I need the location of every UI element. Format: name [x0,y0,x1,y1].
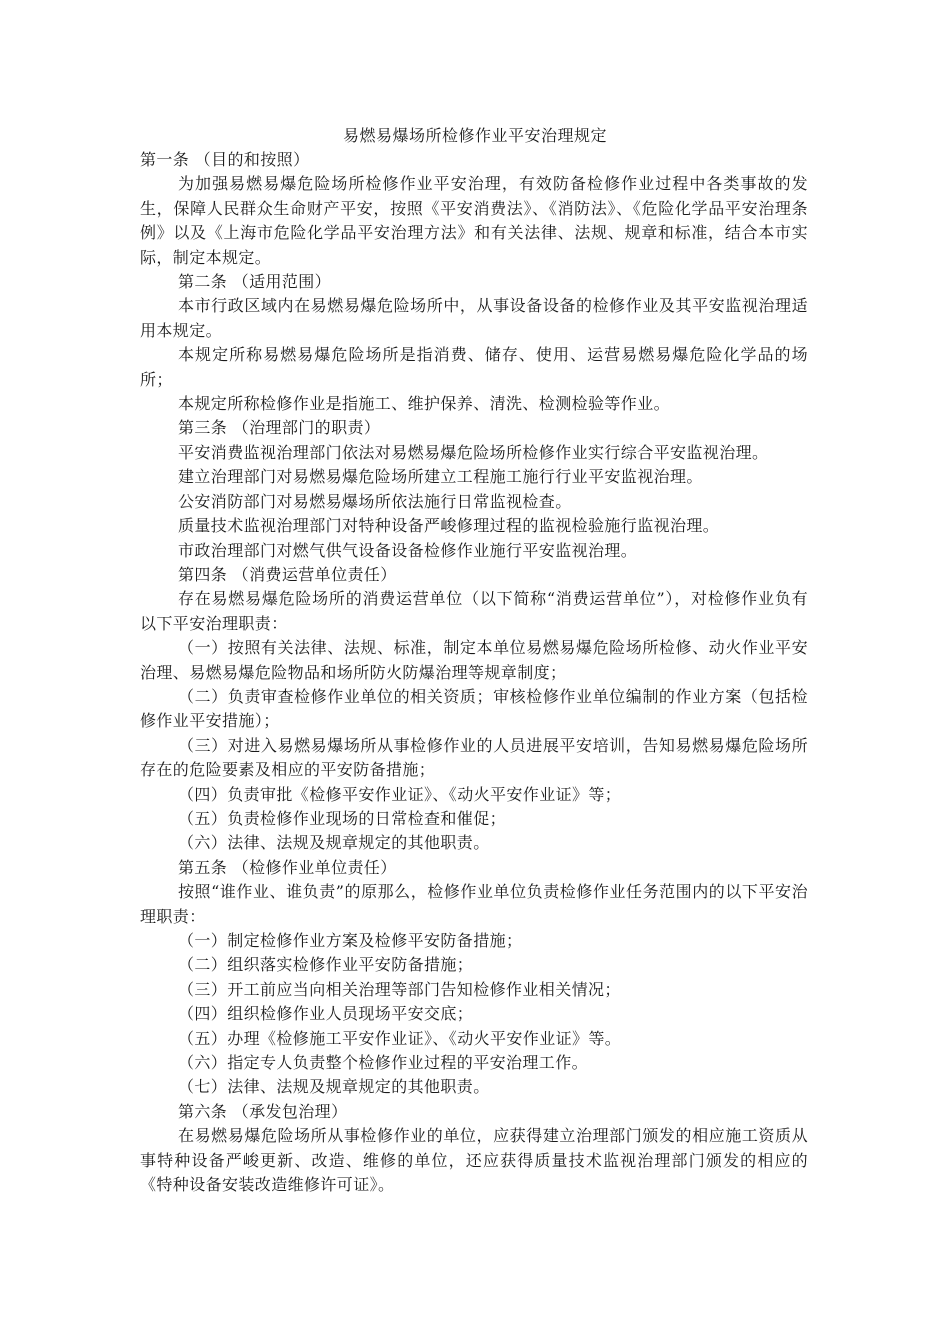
paragraph: 为加强易燃易爆危险场所检修作业平安治理，有效防备检修作业过程中各类事故的发生，保障人民群众生命财产平安，按照《平安消费法》、《消防法》、《危险化学品平安治理条例》以及《上海市危险化学品平安治理方法》和有关法律、法规、规章和标准，结合本市实际，制定本规定。 [140,174,808,267]
paragraph: （一）按照有关法律、法规、标准，制定本单位易燃易爆危险场所检修、动火作业平安治理、易燃易爆危险物品和场所防火防爆治理等规章制度； [140,638,808,682]
article-heading: 第一条 （目的和按照） [140,150,310,169]
article-heading: 第三条 （治理部门的职责） [178,418,381,438]
paragraph: （二）组织落实检修作业平安防备措施； [178,955,474,975]
paragraph: 质量技术监视治理部门对特种设备严峻修理过程的监视检验施行监视治理。 [178,516,720,536]
article-heading: 第五条 （检修作业单位责任） [178,857,397,877]
paragraph: 本规定所称易燃易爆危险场所是指消费、储存、使用、运营易燃易爆危险化学品的场所； [140,345,808,389]
paragraph: 按照“谁作业、谁负责”的原那么，检修作业单位负责检修作业任务范围内的以下平安治理职责： [140,882,808,926]
paragraph: （三）开工前应当向相关治理等部门告知检修作业相关情况； [178,979,621,999]
paragraph: （四）负责审批《检修平安作业证》、《动火平安作业证》等； [178,784,622,804]
article-heading: 第四条 （消费运营单位责任） [178,564,397,584]
document-title: 易燃易爆场所检修作业平安治理规定 [342,126,607,145]
paragraph: （一）制定检修作业方案及检修平安防备措施； [178,931,523,950]
paragraph: （六）指定专人负责整个检修作业过程的平安治理工作。 [178,1053,589,1073]
paragraph: 本市行政区域内在易燃易爆危险场所中，从事设备设备的检修作业及其平安监视治理适用本规定。 [140,296,808,340]
paragraph: （五）负责检修作业现场的日常检查和催促； [178,808,507,828]
paragraph: 在易燃易爆危险场所从事检修作业的单位，应获得建立治理部门颁发的相应施工资质从事特种设备严峻更新、改造、维修的单位，还应获得质量技术监视治理部门颁发的相应的《特种设备安装改造维修许可证》。 [140,1126,808,1195]
paragraph: 存在易燃易爆危险场所的消费运营单位（以下简称“消费运营单位”），对检修作业负有以下平安治理职责： [140,589,808,633]
article-heading: 第二条 （适用范围） [178,272,332,292]
paragraph: 本规定所称检修作业是指施工、维护保养、清洗、检测检验等作业。 [178,394,671,414]
paragraph: （四）组织检修作业人员现场平安交底； [178,1004,474,1024]
paragraph: （五）办理《检修施工平安作业证》、《动火平安作业证》等。 [178,1028,622,1048]
paragraph: 建立治理部门对易燃易爆危险场所建立工程施工施行行业平安监视治理。 [178,467,703,487]
paragraph: 平安消费监视治理部门依法对易燃易爆危险场所检修作业实行综合平安监视治理。 [178,442,769,462]
paragraph: （六）法律、法规及规章规定的其他职责。 [178,833,490,853]
paragraph: 公安消防部门对易燃易爆场所依法施行日常监视检查。 [178,491,572,511]
paragraph: （二）负责审查检修作业单位的相关资质；审核检修作业单位编制的作业方案（包括检修作业平安措施）； [140,686,808,731]
article-heading: 第六条 （承发包治理） [178,1101,348,1121]
paragraph: （三）对进入易燃易爆场所从事检修作业的人员进展平安培训，告知易燃易爆危险场所存在的危险要素及相应的平安防备措施； [140,735,808,780]
paragraph: （七）法律、法规及规章规定的其他职责。 [178,1077,490,1097]
document-body [140,148,808,1197]
paragraph: 市政治理部门对燃气供气设备设备检修作业施行平安监视治理。 [178,540,638,560]
